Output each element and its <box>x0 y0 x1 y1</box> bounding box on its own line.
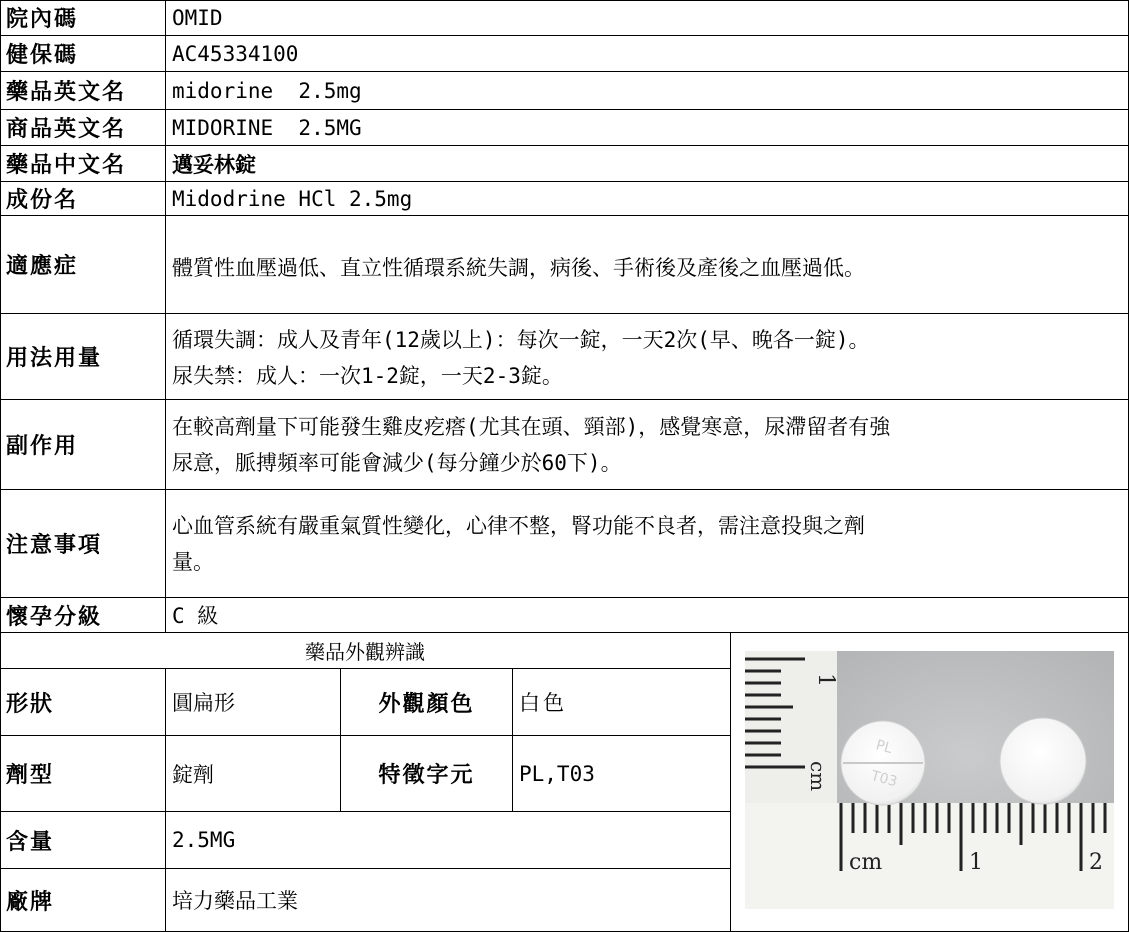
side-effects-line-2: 尿意，脈搏頻率可能會減少(每分鐘少於60下)。 <box>172 451 622 475</box>
value-pregnancy-category: C 級 <box>166 598 1129 633</box>
label-color: 外觀顏色 <box>341 669 513 736</box>
vertical-ruler-mark-1: 1 <box>813 673 838 687</box>
label-marking: 特徵字元 <box>341 736 513 812</box>
label-insurance-code: 健保碼 <box>0 36 166 72</box>
label-side-effects: 副作用 <box>0 400 166 490</box>
value-strength: 2.5MG <box>166 812 731 869</box>
value-brand-english-name: MIDORINE 2.5MG <box>166 110 1129 146</box>
horizontal-ruler-mark-1: 1 <box>969 850 983 875</box>
side-effects-line-1: 在較高劑量下可能發生雞皮疙瘩(尤其在頭、頸部)，感覺寒意，尿滯留者有強 <box>172 415 891 439</box>
indications-line: 體質性血壓過低、直立性循環系統失調，病後、手術後及產後之血壓過低。 <box>172 256 865 280</box>
value-precautions <box>166 490 1129 598</box>
label-dosage: 用法用量 <box>0 314 166 400</box>
label-precautions: 注意事項 <box>0 490 166 598</box>
label-drug-english-name: 藥品英文名 <box>0 72 166 110</box>
tablet-imprint-bottom: T03 <box>869 767 899 791</box>
label-hospital-code: 院內碼 <box>0 0 166 36</box>
label-indications: 適應症 <box>0 216 166 314</box>
label-shape: 形狀 <box>0 669 166 736</box>
value-insurance-code: AC45334100 <box>166 36 1129 72</box>
value-indications <box>166 216 1129 314</box>
tablet-front <box>841 721 925 805</box>
value-color: 白色 <box>513 669 731 736</box>
value-manufacturer: 培力藥品工業 <box>166 869 731 932</box>
value-drug-english-name: midorine 2.5mg <box>166 72 1129 110</box>
value-drug-chinese-name: 邁妥林錠 <box>166 146 1129 182</box>
value-marking: PL,T03 <box>513 736 731 812</box>
value-ingredient: Midodrine HCl 2.5mg <box>166 182 1129 216</box>
value-shape: 圓扁形 <box>166 669 341 736</box>
label-brand-english-name: 商品英文名 <box>0 110 166 146</box>
value-dosage <box>166 314 1129 400</box>
horizontal-ruler-unit: cm <box>849 850 883 875</box>
appearance-header: 藥品外觀辨識 <box>0 633 731 669</box>
tablet-photo <box>731 633 1129 932</box>
tablet-imprint-top: PL <box>874 737 894 757</box>
tablet-back <box>1000 718 1086 804</box>
label-ingredient: 成份名 <box>0 182 166 216</box>
precautions-line-1: 心血管系統有嚴重氣質性變化，心律不整，腎功能不良者，需注意投與之劑 <box>172 514 865 538</box>
label-pregnancy-category: 懷孕分級 <box>0 598 166 633</box>
precautions-line-2: 量。 <box>172 550 214 574</box>
label-strength: 含量 <box>0 812 166 869</box>
dosage-line-2: 尿失禁：成人：一次1-2錠，一天2-3錠。 <box>172 364 563 388</box>
value-side-effects <box>166 400 1129 490</box>
dosage-line-1: 循環失調：成人及青年(12歲以上)：每次一錠，一天2次(早、晚各一錠)。 <box>172 328 870 352</box>
vertical-ruler-unit: cm <box>806 761 830 792</box>
label-drug-chinese-name: 藥品中文名 <box>0 146 166 182</box>
value-dosage-form: 錠劑 <box>166 736 341 812</box>
tablet-photo-svg <box>731 633 1127 930</box>
label-dosage-form: 劑型 <box>0 736 166 812</box>
horizontal-ruler-mark-2: 2 <box>1089 850 1103 875</box>
value-hospital-code: OMID <box>166 0 1129 36</box>
label-manufacturer: 廠牌 <box>0 869 166 932</box>
horizontal-ruler <box>745 803 1114 909</box>
